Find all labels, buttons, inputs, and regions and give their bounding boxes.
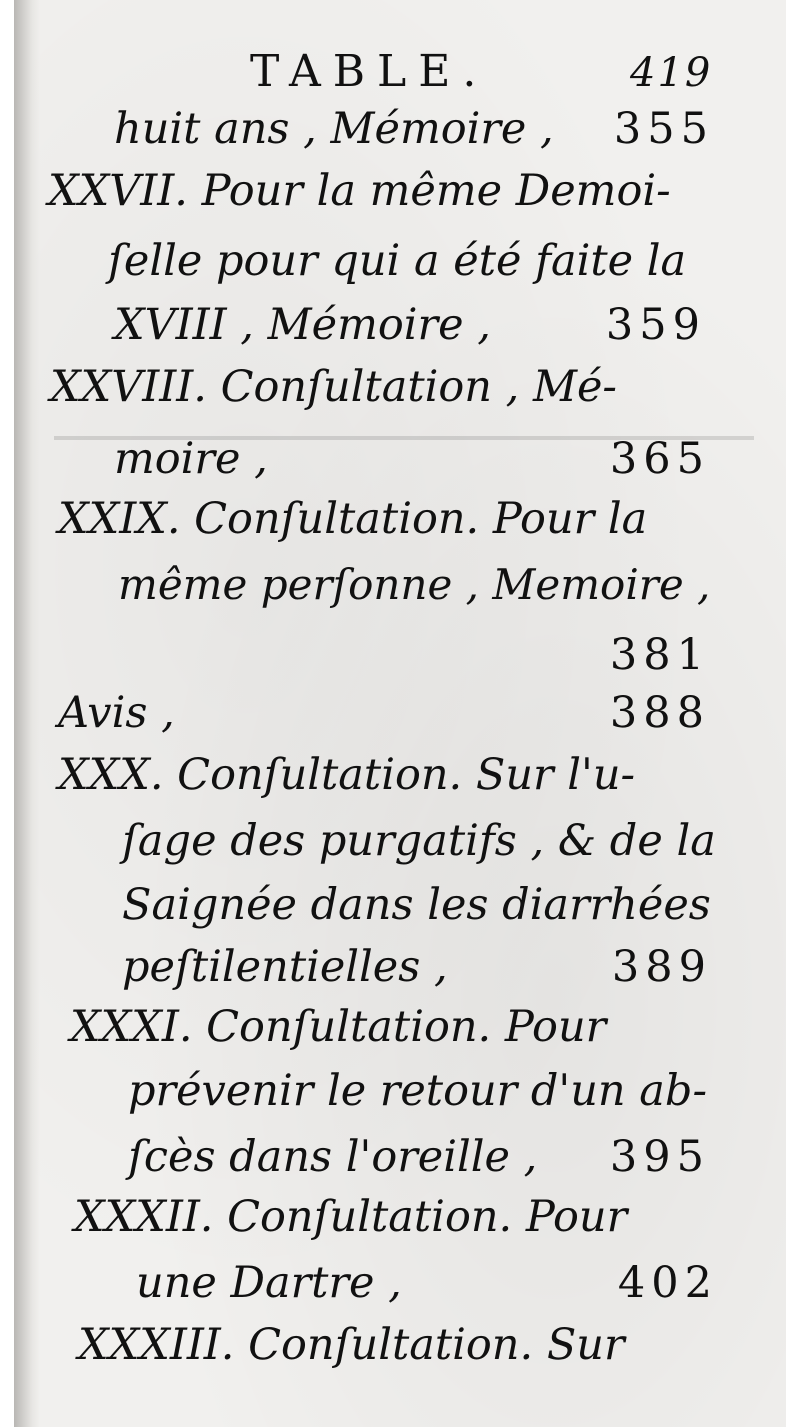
toc-line-text: ſcès dans l'oreille , (128, 1132, 538, 1182)
toc-page-number: 402 (617, 1258, 718, 1308)
toc-line (78, 1312, 722, 1378)
toc-line (128, 1058, 722, 1124)
book-page (14, 0, 786, 1427)
toc-page-number: 381 (609, 630, 710, 680)
toc-line (122, 872, 722, 938)
toc-page-number: 355 (613, 104, 714, 154)
toc-line-text: XXIX. Conſultation. Pour la (58, 494, 648, 544)
toc-line-text: XXVIII. Conſultation , Mé- (50, 362, 617, 412)
toc-line (58, 680, 710, 746)
toc-page-number: 395 (609, 1132, 710, 1182)
toc-line-text: XXXII. Conſultation. Pour (74, 1192, 628, 1242)
toc-line (128, 1124, 710, 1190)
toc-line-text: même perſonne , Memoire , (118, 560, 711, 609)
toc-line (58, 486, 724, 552)
toc-page-number: 389 (611, 942, 712, 992)
toc-line-text: XVIII , Mémoire , (114, 300, 491, 350)
toc-line (70, 994, 722, 1060)
toc-line-text: ſage des purgatifs , & de la (122, 816, 716, 866)
toc-line (114, 96, 714, 162)
toc-line-text: ſelle pour qui a été faite la (108, 236, 687, 286)
toc-page-number: 359 (605, 300, 706, 350)
toc-line-text: XXXIII. Conſultation. Sur (78, 1320, 625, 1370)
toc-line (118, 622, 710, 688)
toc-line (58, 742, 718, 808)
toc-line (136, 1250, 718, 1316)
toc-line (114, 426, 710, 492)
toc-line (122, 934, 712, 1000)
header-page-number: 419 (630, 50, 713, 96)
toc-line-text: XXXI. Conſultation. Pour (70, 1002, 607, 1052)
toc-line (48, 158, 722, 224)
toc-line-text: XXVII. Pour la même Demoi- (48, 166, 671, 216)
toc-line-text: Saignée dans les diarrhées (122, 880, 711, 930)
toc-line (118, 552, 724, 618)
toc-line-text: une Dartre , (136, 1258, 402, 1308)
table-of-contents (14, 0, 786, 1427)
toc-page-number: 365 (609, 434, 710, 484)
header-title: TABLE. (250, 46, 489, 97)
toc-line (114, 292, 706, 358)
toc-line (108, 228, 722, 294)
toc-line (122, 808, 720, 874)
toc-line-text: huit ans , Mémoire , (114, 104, 554, 154)
toc-page-number: 388 (609, 688, 710, 738)
toc-line-text: XXX. Conſultation. Sur l'u- (58, 750, 636, 800)
toc-line-text: moire , (114, 434, 268, 484)
toc-line-text: peſtilentielles , (122, 942, 448, 992)
toc-line (50, 354, 720, 420)
toc-line (74, 1184, 722, 1250)
toc-line-text: prévenir le retour d'un ab- (128, 1066, 707, 1116)
toc-line-text: Avis , (58, 688, 175, 738)
